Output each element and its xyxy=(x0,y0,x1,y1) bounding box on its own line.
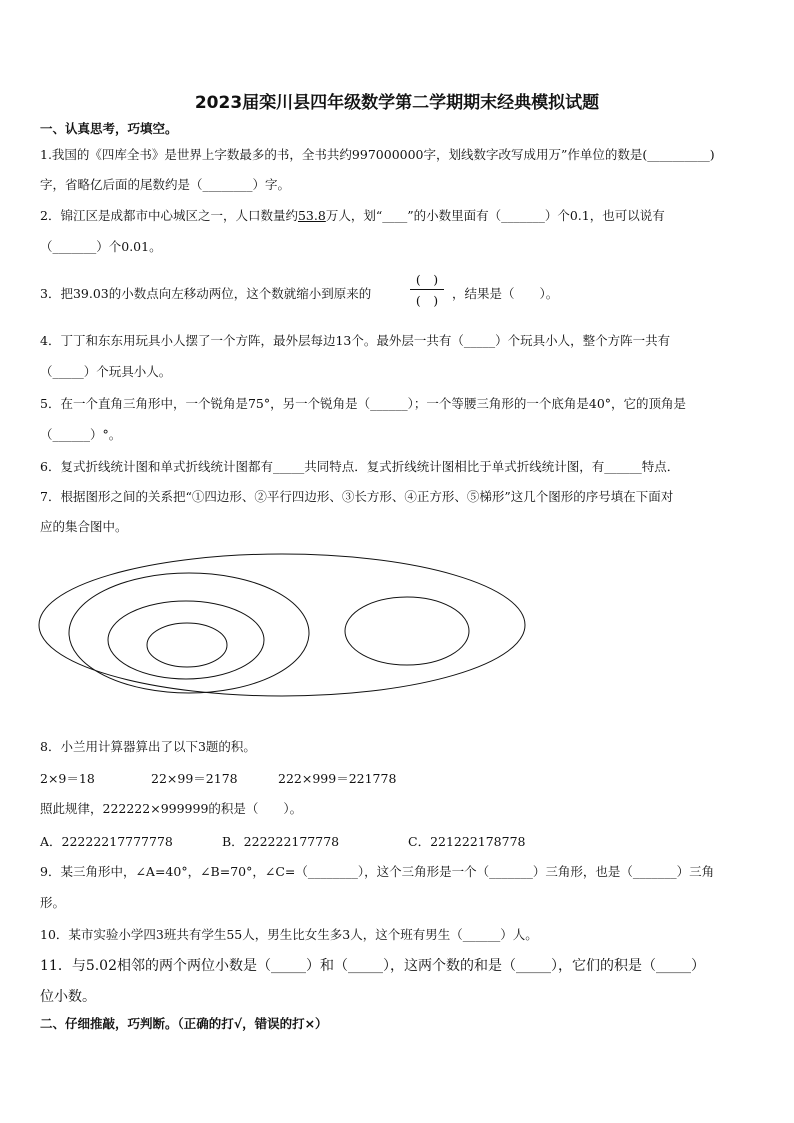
question-10-line-1: 10．某市实验小学四3班共有学生55人，男生比女生多3人，这个班有男生（______）人。 xyxy=(40,927,538,942)
question-8-line-1: 8．小兰用计算器算出了以下3题的积。 xyxy=(40,739,256,754)
fraction-numerator: ( ) xyxy=(415,272,439,287)
option-b: B．222222177778 xyxy=(222,834,340,849)
ellipse-third xyxy=(108,601,264,679)
page-title: 2023届栾川县四年级数学第二学期期末经典模拟试题 xyxy=(194,93,600,113)
question-2-line-2: （_______）个0.01。 xyxy=(40,239,162,254)
calc-2: 22×99＝2178 xyxy=(151,771,238,786)
question-7-line-2: 应的集合图中。 xyxy=(40,519,128,534)
question-4-line-1: 4．丁丁和东东用玩具小人摆了一个方阵，最外层每边13个。最外层一共有（_____）个玩具小人，整个方阵一共有 xyxy=(40,333,671,348)
fraction-bar xyxy=(410,289,444,290)
question-4-line-2: （_____）个玩具小人。 xyxy=(40,364,172,379)
ellipse-second xyxy=(69,573,309,693)
ellipse-outer xyxy=(39,554,525,696)
section-1-heading: 一、认真思考，巧填空。 xyxy=(40,121,178,136)
fraction-denominator: ( ) xyxy=(415,293,439,308)
question-1-line-2: 字，省略亿后面的尾数约是（________）字。 xyxy=(40,177,291,192)
question-5-line-2: （______）°。 xyxy=(40,427,122,442)
question-3-text-b: ，结果是（ ）。 xyxy=(452,286,559,301)
question-11-line-2: 位小数。 xyxy=(40,989,96,1005)
calc-3: 222×999＝221778 xyxy=(278,771,397,786)
option-a: A．22222217777778 xyxy=(40,834,173,849)
question-7-line-1: 7．根据图形之间的关系把“①四边形、②平行四边形、③长方形、④正方形、⑤梯形”这几个图形的序号填在下面对 xyxy=(40,489,674,504)
question-3-text-a: 3．把39.03的小数点向左移动两位，这个数就缩小到原来的 xyxy=(40,286,372,301)
calc-1: 2×9＝18 xyxy=(40,771,95,786)
question-2-underlined-number: 53.8 xyxy=(297,208,326,223)
question-11-line-1: 11．与5.02相邻的两个两位小数是（_____）和（_____），这两个数的和是（_____），它们的积是（_____） xyxy=(40,958,705,974)
question-9-line-1: 9．某三角形中，∠A=40°，∠B=70°，∠C=（________），这个三角形是一个（_______）三角形，也是（_______）三角 xyxy=(40,864,715,879)
question-9-line-2: 形。 xyxy=(40,895,66,910)
section-2-heading: 二、仔细推敲，巧判断。（正确的打√，错误的打×） xyxy=(40,1016,328,1031)
ellipse-right xyxy=(345,597,469,665)
option-c: C．221222178778 xyxy=(408,834,526,849)
question-2-line-1 xyxy=(40,207,665,225)
ellipse-inner xyxy=(147,623,227,667)
question-8-line-3: 照此规律，222222×999999的积是（ ）。 xyxy=(40,801,303,816)
question-6-line-1: 6．复式折线统计图和单式折线统计图都有_____共同特点．复式折线统计图相比于单式折线统计图，有______特点． xyxy=(40,459,680,474)
question-2-text-a: 2．锦江区是成都市中心城区之一，人口数量约 xyxy=(40,208,298,223)
question-1-line-1: 1.我国的《四库全书》是世界上字数最多的书，全书共约997000000字，划线数字改写成用万”作单位的数是(__________) xyxy=(40,147,715,162)
question-5-line-1: 5．在一个直角三角形中，一个锐角是75°，另一个锐角是（______）；一个等腰三角形的一个底角是40°，它的顶角是 xyxy=(40,396,687,411)
question-2-text-b: 万人，划“____”的小数里面有（_______）个0.1，也可以说有 xyxy=(325,208,665,223)
question-3-fraction xyxy=(410,270,444,309)
